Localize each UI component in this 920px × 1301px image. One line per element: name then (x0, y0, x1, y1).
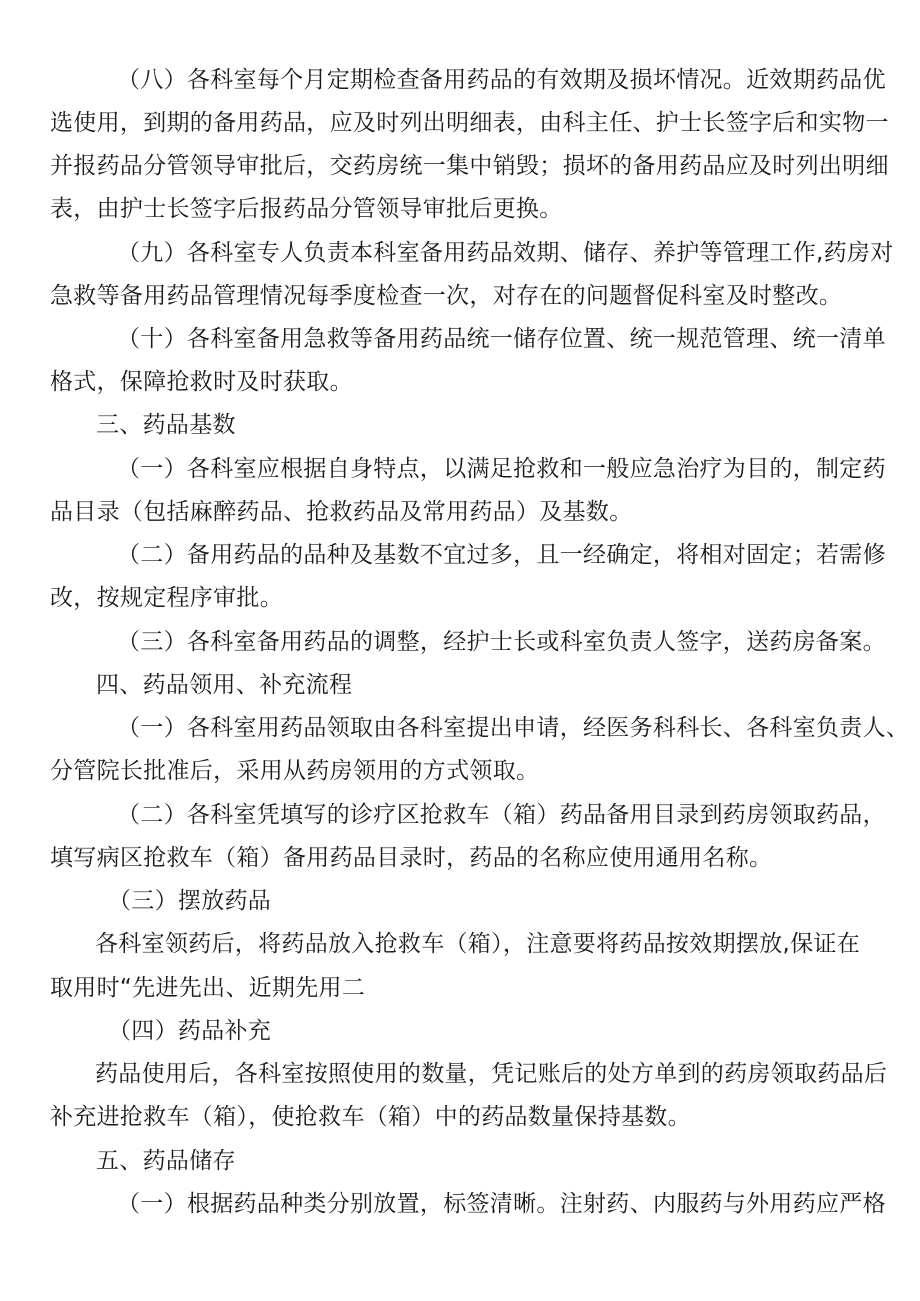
section-3-item-1-line-1: （一）各科室应根据自身特点，以满足抢救和一般应急治疗为目的，制定药 (117, 456, 886, 482)
paragraph-9-line-1: （九）各科室专人负责本科室备用药品效期、储存、养护等管理工作,药房对 (117, 240, 894, 266)
section-4-item-4-heading: （四）药品补充 (108, 1018, 272, 1044)
section-4-item-3-heading: （三）摆放药品 (108, 888, 272, 914)
section-3-item-1-line-2: 品目录（包括麻醉药品、抢救药品及常用药品）及基数。 (50, 499, 633, 525)
section-4-item-4-line-1: 药品使用后，各科室按照使用的数量，凭记账后的处方单到的药房领取药品后 (95, 1061, 888, 1087)
section-3-heading: 三、药品基数 (96, 412, 236, 438)
section-5-heading: 五、药品储存 (96, 1148, 236, 1174)
section-4-item-3-line-2: 取用时“先进先出、近期先用二 (50, 975, 366, 1001)
section-3-item-2-line-2: 改，按规定程序审批。 (50, 585, 283, 611)
section-4-item-4-line-2: 补充进抢救车（箱），使抢救车（箱）中的药品数量保持基数。 (50, 1104, 691, 1130)
paragraph-10-line-2: 格式，保障抢救时及时获取。 (50, 369, 353, 395)
section-3-item-3: （三）各科室备用药品的调整，经护士长或科室负责人签字，送药房备案。 (117, 629, 886, 655)
section-4-item-1-line-1: （一）各科室用药品领取由各科室提出申请，经医务科科长、各科室负责人、 (117, 715, 910, 741)
paragraph-8-line-2: 选使用，到期的备用药品，应及时列出明细表，由科主任、护士长签字后和实物一 (50, 110, 889, 136)
section-3-item-2-line-1: （二）备用药品的品种及基数不宜过多，且一经确定，将相对固定；若需修 (117, 542, 886, 568)
paragraph-10-line-1: （十）各科室备用急救等备用药品统一储存位置、统一规范管理、统一清单 (117, 326, 886, 352)
paragraph-8-line-1: （八）各科室每个月定期检查备用药品的有效期及损坏情况。近效期药品优 (117, 67, 886, 93)
section-4-item-2-line-2: 填写病区抢救车（箱）备用药品目录时，药品的名称应使用通用名称。 (50, 845, 773, 871)
section-5-item-1-line-1: （一）根据药品种类分别放置，标签清晰。注射药、内服药与外用药应严格 (117, 1191, 886, 1217)
section-4-item-1-line-2: 分管院长批准后，采用从药房领用的方式领取。 (50, 758, 540, 784)
section-4-heading: 四、药品领用、补充流程 (96, 672, 353, 698)
section-4-item-3-line-1: 各科室领药后，将药品放入抢救车（箱），注意要将药品按效期摆放,保证在 (95, 931, 861, 957)
paragraph-8-line-4: 表，由护士长签字后报药品分管领导审批后更换。 (50, 196, 563, 222)
paragraph-8-line-3: 并报药品分管领导审批后，交药房统一集中销毁；损坏的备用药品应及时列出明细 (50, 153, 889, 179)
section-4-item-2-line-1: （二）各科室凭填写的诊疗区抢救车（箱）药品备用目录到药房领取药品， (117, 802, 886, 828)
paragraph-9-line-2: 急救等备用药品管理情况每季度检查一次，对存在的问题督促科室及时整改。 (50, 283, 843, 309)
